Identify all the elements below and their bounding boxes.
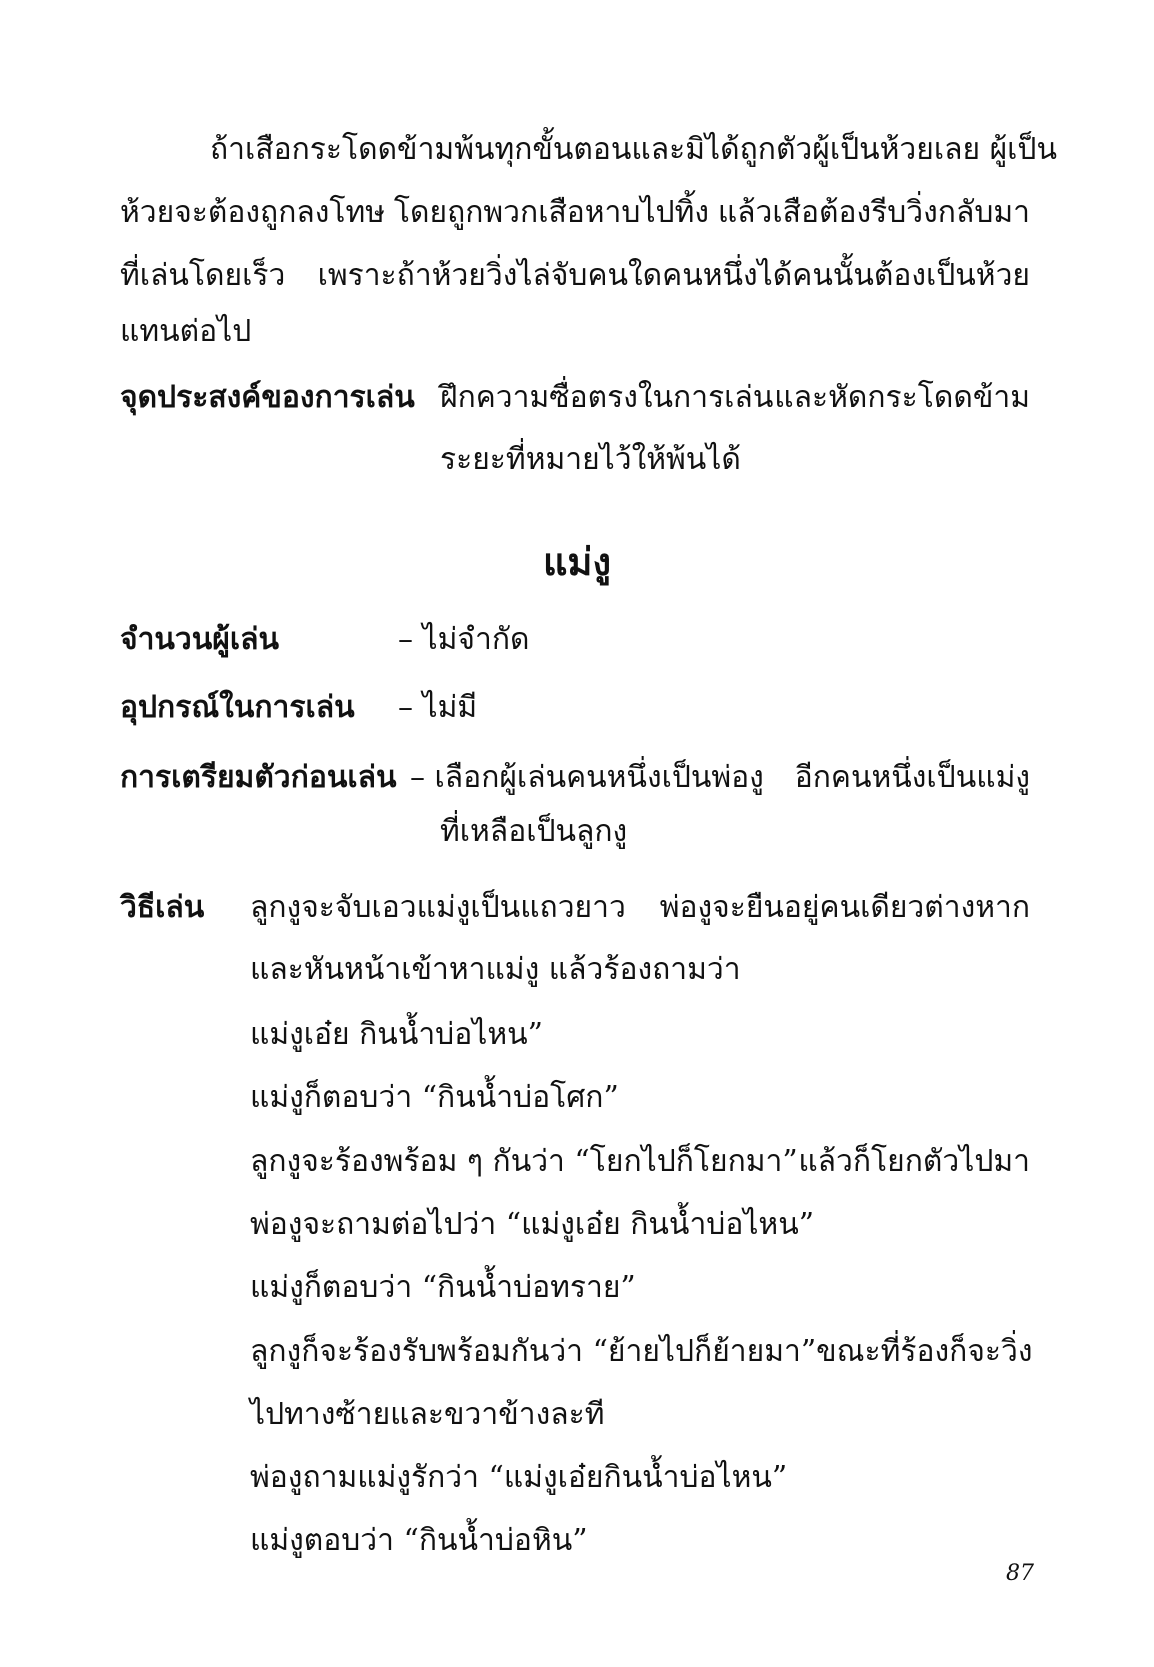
section-title: แม่งู — [542, 539, 612, 584]
intro-line-1-text: ถ้าเสือกระโดดข้ามพ้นทุกขั้นตอนและมิได้ถูกตัวผู้เป็นห้วยเลย ผู้เป็น — [210, 132, 1057, 167]
howto-line-6: พ่องูจะถามต่อไปว่า “แม่งูเอ๋ย กินน้ำบ่อไหน” — [250, 1207, 815, 1242]
prep-label: การเตรียมตัวก่อนเล่น — [120, 760, 397, 795]
purpose-line-1-part-b: และหัดกระโดดข้าม — [774, 380, 1030, 415]
page-number: 87 — [1006, 1561, 1034, 1586]
howto-line-8-part-b: ขณะที่ร้องก็จะวิ่ง — [816, 1334, 1033, 1369]
purpose-line-1 — [440, 378, 1030, 418]
players-label: จำนวนผู้เล่น — [120, 622, 280, 657]
purpose-line-2: ระยะที่หมายไว้ให้พ้นได้ — [440, 442, 741, 477]
equipment-label: อุปกรณ์ในการเล่น — [120, 690, 355, 725]
intro-line-1 — [210, 130, 1057, 170]
howto-line-11: แม่งูตอบว่า “กินน้ำบ่อหิน” — [250, 1523, 588, 1558]
intro-line-4 — [120, 312, 251, 352]
prep-line-2: ที่เหลือเป็นลูกงู — [440, 814, 628, 849]
purpose-line-1-part-a: ฝึกความซื่อตรงในการเล่น — [440, 380, 774, 415]
intro-line-3 — [120, 256, 1030, 296]
equipment-value: – ไม่มี — [398, 690, 478, 725]
prep-line-1-part-b: อีกคนหนึ่งเป็นแม่งู — [794, 760, 1030, 795]
howto-line-8 — [250, 1332, 1033, 1372]
howto-line-2: และหันหน้าเข้าหาแม่งู แล้วร้องถามว่า — [250, 952, 741, 987]
howto-label: วิธีเล่น — [120, 890, 205, 925]
howto-line-8-part-a: ลูกงูก็จะร้องรับพร้อมกันว่า “ย้ายไปก็ย้ายมา” — [250, 1334, 817, 1369]
intro-line-2-part-c: แล้วเสือต้องรีบวิ่งกลับมา — [717, 195, 1030, 230]
intro-line-4-text: แทนต่อไป — [120, 314, 252, 349]
howto-line-5-part-b: แล้วก็โยกตัวไปมา — [798, 1144, 1030, 1179]
howto-line-1-part-b: พ่องูจะยืนอยู่คนเดียวต่างหาก — [659, 890, 1030, 925]
intro-line-2 — [120, 193, 1030, 233]
howto-line-7: แม่งูก็ตอบว่า “กินน้ำบ่อทราย” — [250, 1270, 636, 1305]
intro-line-2-part-a: ห้วยจะต้องถูกลงโทษ — [120, 195, 386, 230]
howto-line-4: แม่งูก็ตอบว่า “กินน้ำบ่อโศก” — [250, 1080, 619, 1115]
howto-line-1-part-a: ลูกงูจะจับเอวแม่งูเป็นแถวยาว — [250, 890, 626, 925]
howto-line-9: ไปทางซ้ายและขวาข้างละที — [250, 1397, 605, 1432]
howto-line-5-part-a: ลูกงูจะร้องพร้อม ๆ กันว่า “โยกไปก็โยกมา” — [250, 1144, 798, 1179]
intro-line-2-part-b: โดยถูกพวกเสือหาบไปทิ้ง — [393, 195, 709, 230]
purpose-label: จุดประสงค์ของการเล่น — [120, 380, 415, 415]
howto-line-10: พ่องูถามแม่งูรักว่า “แม่งูเอ๋ยกินน้ำบ่อไหน” — [250, 1460, 788, 1495]
intro-line-3-part-b: เพราะถ้าห้วยวิ่งไล่จับคนใดคนหนึ่งได้คนนั้นต้องเป็นห้วย — [317, 258, 1030, 293]
players-value: – ไม่จำกัด — [398, 622, 530, 657]
howto-line-3: แม่งูเอ๋ย กินน้ำบ่อไหน” — [250, 1017, 543, 1052]
prep-line-1 — [410, 758, 1030, 798]
intro-line-3-part-a: ที่เล่นโดยเร็ว — [120, 258, 286, 293]
howto-line-1 — [250, 888, 1030, 928]
prep-line-1-part-a: – เลือกผู้เล่นคนหนึ่งเป็นพ่องู — [410, 760, 764, 795]
howto-line-5 — [250, 1142, 1030, 1182]
